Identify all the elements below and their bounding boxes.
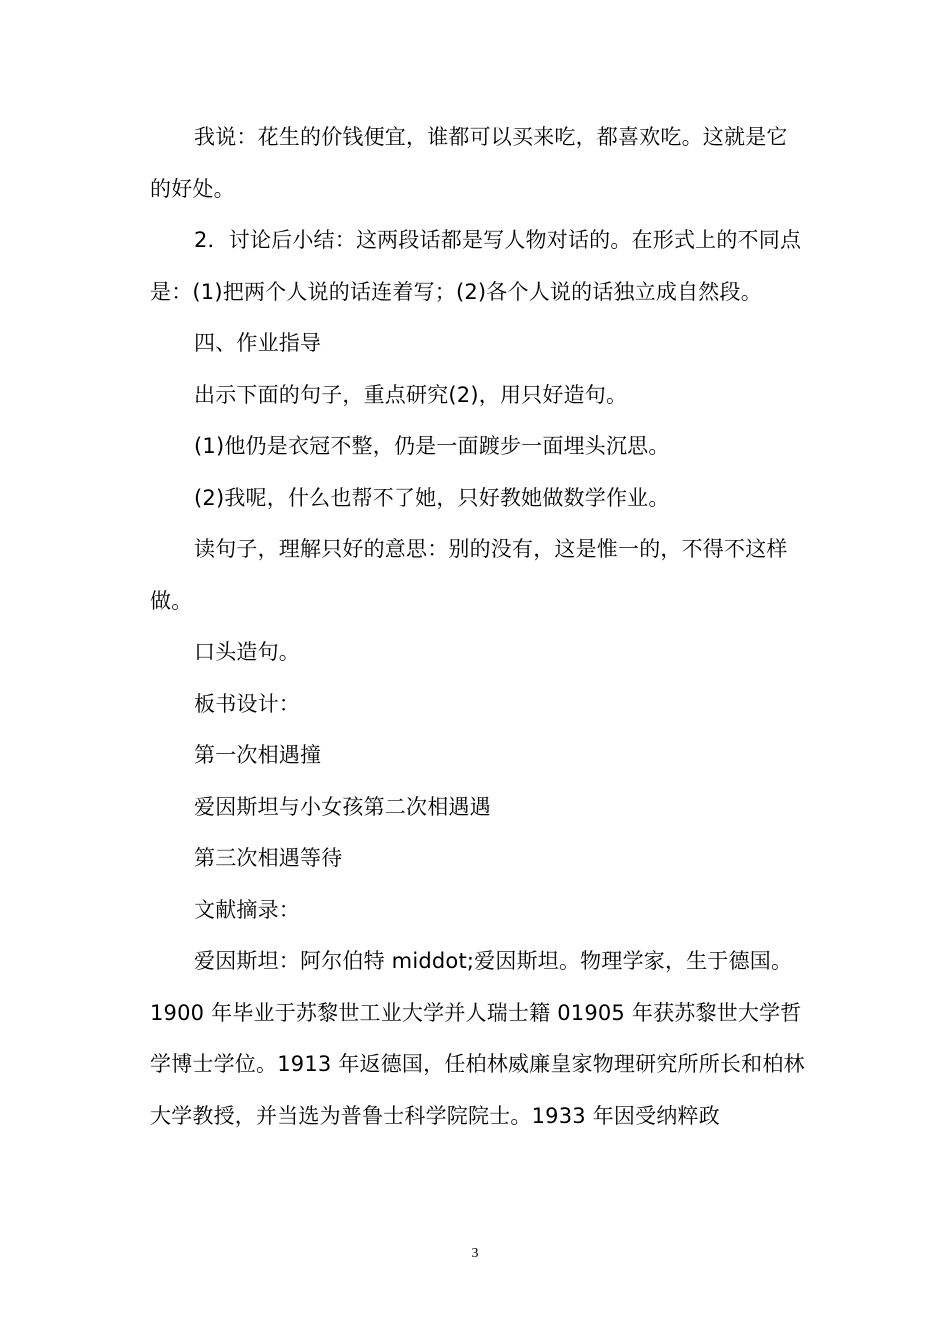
board-design-line: 第三次相遇等待: [194, 846, 343, 870]
paragraph: 我说：花生的价钱便宜，谁都可以买来吃，都喜欢吃。这就是它的好处。: [150, 125, 788, 201]
board-design-heading: 板书设计：: [194, 691, 300, 716]
paragraph: 口头造句。: [194, 640, 300, 664]
reference-paragraph: 爱因斯坦：阿尔伯特 middot;爱因斯坦。物理学家，生于德国。1900 年毕业于苏黎世工业大学并人瑞士籍 01905 年获苏黎世大学哲学博士学位。1913 年返德国，任柏林威廉皇家物理研究所所长和柏林大学教授，并当选为普鲁士科学院院士。1933 年因受纳粹政: [150, 949, 805, 1128]
board-design-line: 第一次相遇撞: [194, 743, 322, 767]
paragraph: 读句子，理解只好的意思：别的没有，这是惟一的，不得不这样做。: [150, 537, 788, 613]
paragraph: 2．讨论后小结：这两段话都是写人物对话的。在形式上的不同点是：(1)把两个人说的话连着写；(2)各个人说的话独立成自然段。: [150, 228, 802, 304]
example-sentence: (2)我呢，什么也帮不了她，只好教她做数学作业。: [194, 485, 670, 510]
example-sentence: (1)他仍是衣冠不整，仍是一面踱步一面埋头沉思。: [194, 434, 670, 458]
section-heading: 四、作业指导: [194, 331, 322, 355]
page-number: 3: [471, 1246, 479, 1261]
references-heading: 文献摘录：: [194, 897, 300, 922]
document-body: [150, 112, 805, 1142]
paragraph: 出示下面的句子，重点研究(2)，用只好造句。: [194, 382, 628, 407]
board-design-line: 爱因斯坦与小女孩第二次相遇遇: [194, 794, 491, 819]
